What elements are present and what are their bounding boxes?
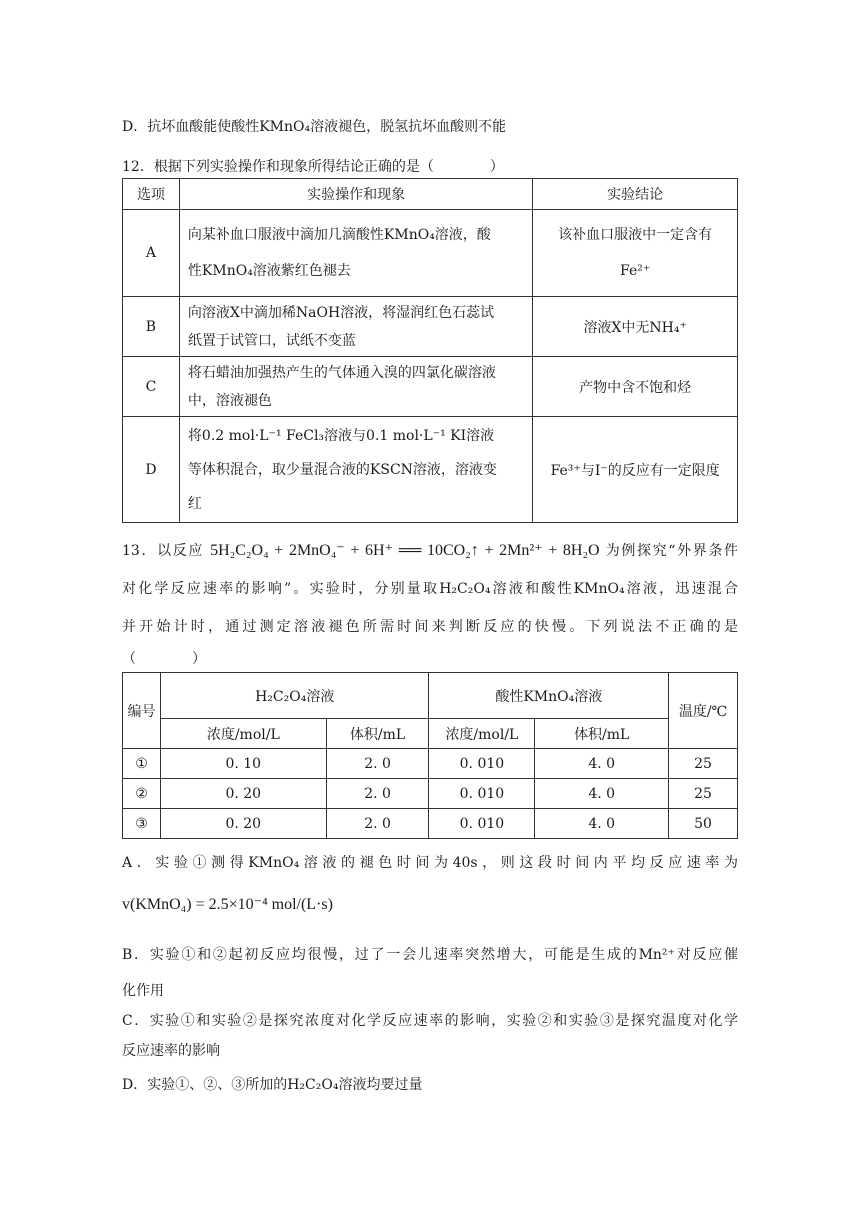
- q13-sub-vol-1: 体积/mL: [326, 719, 429, 749]
- q13-option-d: D．实验①、②、③所加的H₂C₂O₄溶液均要过量: [122, 1077, 423, 1093]
- q13-cell: ①: [123, 749, 161, 779]
- q13-stem-line1: [122, 540, 738, 560]
- q12-row-a-option: A: [123, 210, 180, 297]
- q13-sub-vol-2: 体积/mL: [535, 719, 669, 749]
- q12-row-c-operation: [179, 357, 532, 417]
- q13-stem-line2: 对化学反应速率的影响”。实验时，分别量取H₂C₂O₄溶液和酸性KMnO₄溶液，迅速混合: [122, 581, 738, 597]
- q13-cell: 2. 0: [326, 749, 429, 779]
- q12-row-d: [123, 417, 738, 523]
- q12-row-a-op-line1: 向某补血口服液中滴加几滴酸性KMnO₄溶液，酸: [187, 227, 491, 243]
- q12-row-d-conclusion: Fe³⁺与I⁻的反应有一定限度: [533, 417, 738, 523]
- q13-row-3: [123, 809, 738, 839]
- q12-table: [122, 178, 738, 523]
- q12-row-d-op-line3: 红: [187, 495, 202, 512]
- q13-cell: ②: [123, 779, 161, 809]
- q13-cell: 25: [669, 749, 738, 779]
- q12-row-b-op-line1: 向溶液X中滴加稀NaOH溶液，将湿润红色石蕊试: [187, 304, 495, 321]
- q13-cell: 2. 0: [326, 809, 429, 839]
- q13-cell: 2. 0: [326, 779, 429, 809]
- q13-cell: 4. 0: [535, 809, 669, 839]
- q12-header-option: 选项: [123, 179, 180, 210]
- q12-row-c-option: C: [123, 357, 180, 417]
- q13-cell: 4. 0: [535, 749, 669, 779]
- q13-cell: ③: [123, 809, 161, 839]
- q12-header-conclusion: 实验结论: [533, 179, 738, 210]
- q13-cell: 0. 010: [429, 779, 535, 809]
- q13-row-2: [123, 779, 738, 809]
- q13-option-b-line2: 化作用: [122, 983, 164, 999]
- q13-sub-conc-1: 浓度/mol/L: [160, 719, 326, 749]
- q12-header-row: [123, 179, 738, 210]
- q13-stem-line3: 并开始计时，通过测定溶液褪色所需时间来判断反应的快慢。下列说法不正确的是: [122, 619, 738, 635]
- q13-option-a-line1: A．实验①测得KMnO₄溶液的褪色时间为40s，则这段时间内平均反应速率为: [122, 855, 738, 871]
- q12-row-b-operation: [179, 297, 532, 357]
- q13-option-c-line1: C．实验①和实验②是探究浓度对化学反应速率的影响，实验②和实验③是探究温度对化学: [122, 1013, 738, 1029]
- q12-stem: 12．根据下列实验操作和现象所得结论正确的是（ ）: [122, 159, 504, 175]
- q13-cell: 4. 0: [535, 779, 669, 809]
- q12-row-b-op-line2: 纸置于试管口，试纸不变蓝: [187, 332, 356, 349]
- q13-cell: 0. 20: [160, 809, 326, 839]
- q13-suffix: 为例探究“外界条件: [605, 543, 738, 559]
- q12-row-a-operation: [179, 210, 532, 297]
- q13-cell: 0. 010: [429, 809, 535, 839]
- q12-row-b-option: B: [123, 297, 180, 357]
- q13-cell: 50: [669, 809, 738, 839]
- q12-row-a: [123, 210, 738, 297]
- q13-header-no: 编号: [123, 673, 161, 749]
- q12-row-b-conclusion: 溶液X中无NH₄⁺: [533, 297, 738, 357]
- q12-row-c: [123, 357, 738, 417]
- q11-option-d: D．抗坏血酸能使酸性KMnO₄溶液褪色，脱氢抗坏血酸则不能: [122, 119, 507, 135]
- q13-cell: 0. 20: [160, 779, 326, 809]
- q12-row-d-option: D: [123, 417, 180, 523]
- q12-header-operation: 实验操作和现象: [179, 179, 532, 210]
- q13-header-temp: 温度/℃: [669, 673, 738, 749]
- q13-option-b-line1: B．实验①和②起初反应均很慢，过了一会儿速率突然增大，可能是生成的Mn²⁺对反应催: [122, 947, 738, 963]
- q12-row-c-op-line2: 中，溶液褪色: [187, 392, 272, 409]
- q12-row-c-op-line1: 将石蜡油加强热产生的气体通入溴的四氯化碳溶液: [187, 364, 496, 381]
- q13-cell: 0. 10: [160, 749, 326, 779]
- q12-row-a-op-line2: 性KMnO₄溶液紫红色褪去: [187, 263, 351, 279]
- q12-row-a-c-line1: 该补血口服液中一定含有: [558, 227, 713, 243]
- q13-sub-conc-2: 浓度/mol/L: [429, 719, 535, 749]
- q13-header-oxalic: H₂C₂O₄溶液: [160, 673, 429, 719]
- q12-row-d-operation: [179, 417, 532, 523]
- q13-cell: 25: [669, 779, 738, 809]
- q13-cell: 0. 010: [429, 749, 535, 779]
- q13-reaction-equation: 5H₂C₂O₄ + 2MnO₄⁻ + 6H⁺ ══ 10CO₂↑ + 2Mn²⁺ + 8H₂O: [210, 542, 600, 559]
- q12-row-a-conclusion: [533, 210, 738, 297]
- q12-row-a-c-line2: Fe²⁺: [620, 263, 651, 279]
- q13-prefix: 13．以反应: [122, 543, 205, 559]
- q12-row-b: [123, 297, 738, 357]
- q13-answer-blank: （ ）: [122, 651, 206, 667]
- q13-option-c-line2: 反应速率的影响: [122, 1043, 220, 1059]
- q13-row-1: [123, 749, 738, 779]
- q12-row-d-op-line2: 等体积混合，取少量混合液的KSCN溶液，溶液变: [187, 461, 497, 478]
- q13-option-a-formula: v(KMnO₄) = 2.5×10⁻⁴ mol/(L·s): [122, 896, 333, 913]
- q13-header-kmno4: 酸性KMnO₄溶液: [429, 673, 669, 719]
- q13-table: [122, 672, 738, 839]
- q12-row-d-op-line1: 将0.2 mol·L⁻¹ FeCl₃溶液与0.1 mol·L⁻¹ KI溶液: [187, 427, 495, 444]
- q12-row-c-conclusion: 产物中含不饱和烃: [533, 357, 738, 417]
